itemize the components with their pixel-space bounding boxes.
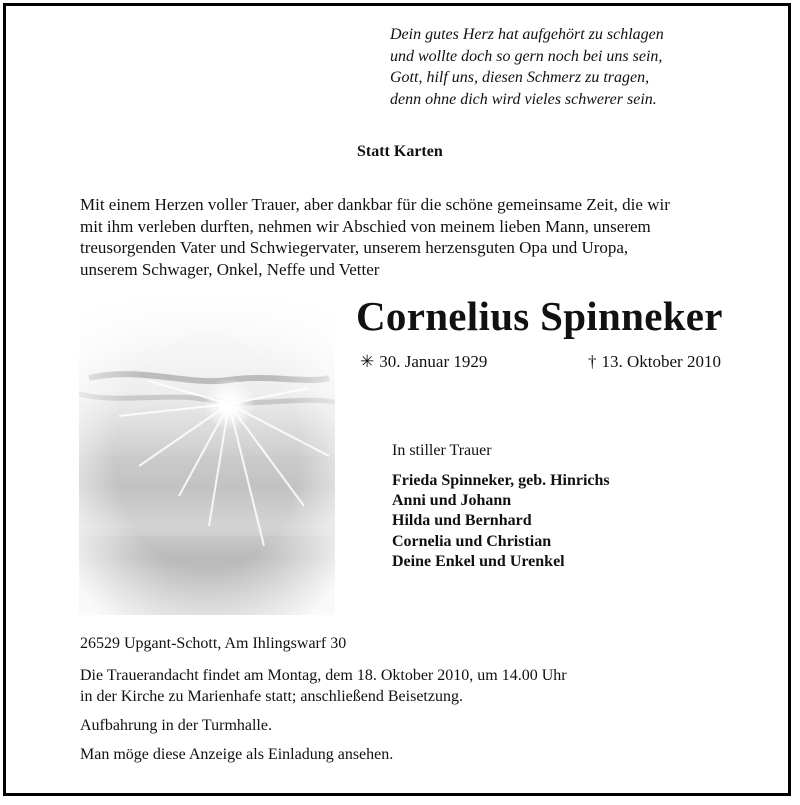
deceased-name: Cornelius Spinneker: [356, 293, 723, 339]
mourner: Frieda Spinneker, geb. Hinrichs: [392, 472, 610, 489]
intro-line: treusorgenden Vater und Schwiegervater, unserem herzensguten Opa und Uropa,: [80, 238, 629, 257]
birth-star-icon: ✳: [360, 352, 375, 371]
service-line: Die Trauerandacht findet am Montag, dem 18. Oktober 2010, um 14.00 Uhr: [80, 667, 567, 684]
birth-date-text: 30. Januar 1929: [379, 352, 488, 371]
address: 26529 Upgant-Schott, Am Ihlingswarf 30: [80, 635, 347, 652]
birth-date: [360, 352, 487, 372]
intro-line: mit ihm verleben durften, nehmen wir Abschied von meinem lieben Mann, unserem: [80, 216, 651, 236]
statt-karten-heading: Statt Karten: [357, 143, 443, 160]
mourning-label: In stiller Trauer: [392, 442, 492, 459]
laying-out-info: Aufbahrung in der Turmhalle.: [80, 717, 272, 734]
service-info: [80, 666, 567, 707]
death-cross-icon: †: [588, 352, 597, 371]
death-date: [588, 352, 721, 372]
mourner: Cornelia und Christian: [392, 532, 552, 550]
mourners-list: [392, 471, 610, 572]
death-date-text: 13. Oktober 2010: [601, 352, 721, 371]
poem-line: denn ohne dich wird vieles schwerer sein.: [390, 90, 657, 108]
service-line: in der Kirche zu Marienhafe statt; anschließend Beisetzung.: [80, 687, 463, 705]
mourner: Hilda und Bernhard: [392, 512, 532, 530]
poem-line: und wollte doch so gern noch bei uns sein,: [390, 47, 663, 65]
invitation-note: Man möge diese Anzeige als Einladung ansehen.: [80, 746, 394, 763]
mourner: Anni und Johann: [392, 492, 512, 510]
intro-line: unserem Schwager, Onkel, Neffe und Vetter: [80, 259, 380, 279]
mourner: Deine Enkel und Urenkel: [392, 552, 565, 570]
poem-line: Gott, hilf uns, diesen Schmerz zu tragen,: [390, 69, 650, 86]
poem: [390, 24, 770, 110]
sunset-sea-photo: [79, 296, 335, 615]
poem-line: Dein gutes Herz hat aufgehört zu schlagen: [390, 26, 664, 43]
intro-text: [80, 194, 760, 280]
intro-line: Mit einem Herzen voller Trauer, aber dankbar für die schöne gemeinsame Zeit, die wir: [80, 195, 670, 214]
